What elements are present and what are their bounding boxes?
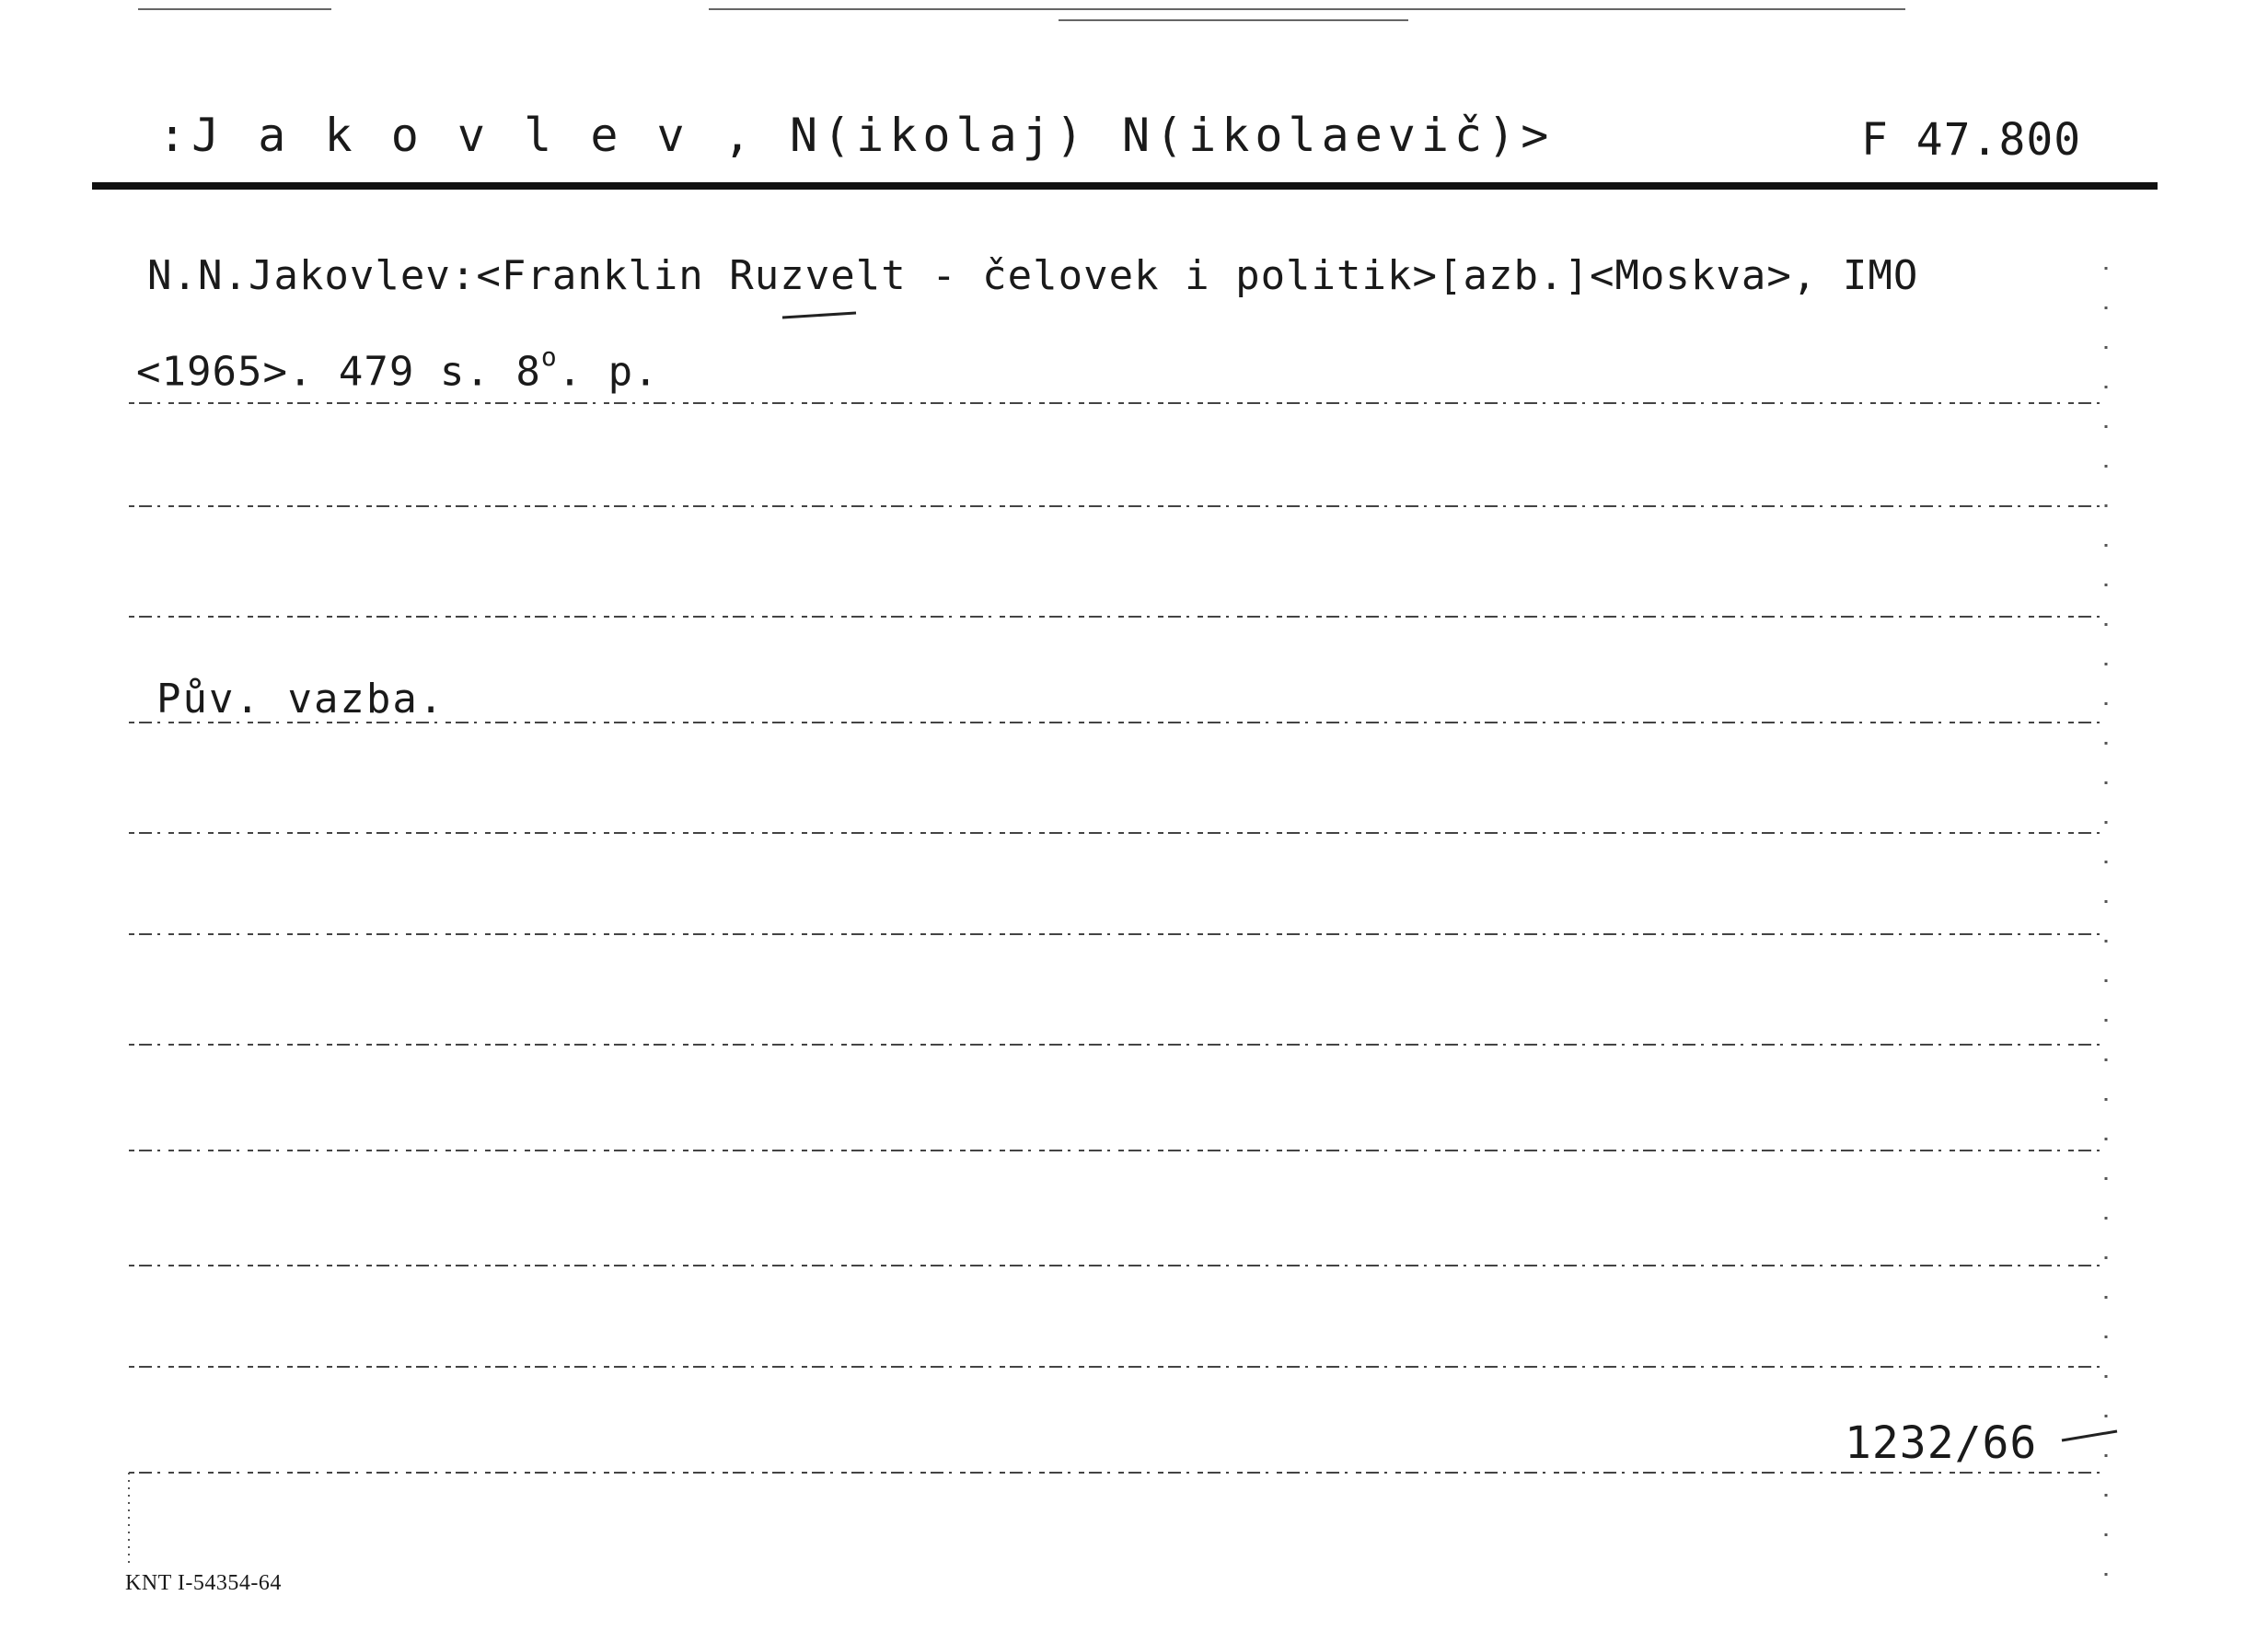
imprint-tail: . p. — [557, 348, 659, 396]
imprint-text: <1965>. 479 s. 8 — [136, 348, 541, 396]
author-heading: :J a k o v l e v , N(ikolaj) N(ikolaevič)> — [158, 109, 1555, 162]
handwritten-stroke — [2062, 1431, 2117, 1440]
accession-number: 1232/66 — [1845, 1417, 2038, 1469]
binding-note: Pův. vazba. — [156, 676, 446, 723]
header-rule — [92, 182, 2158, 190]
imprint-line — [136, 341, 659, 396]
format-superscript: o — [540, 341, 558, 372]
handwritten-stroke — [782, 313, 856, 318]
shelfmark: F 47.800 — [1861, 114, 2082, 166]
printer-code: KNT I-54354-64 — [125, 1571, 282, 1595]
title-entry-line: N.N.Jakovlev:<Franklin Ruzvelt - čelovek i politik>[azb.]<Moskva>, IMO — [147, 252, 1919, 299]
